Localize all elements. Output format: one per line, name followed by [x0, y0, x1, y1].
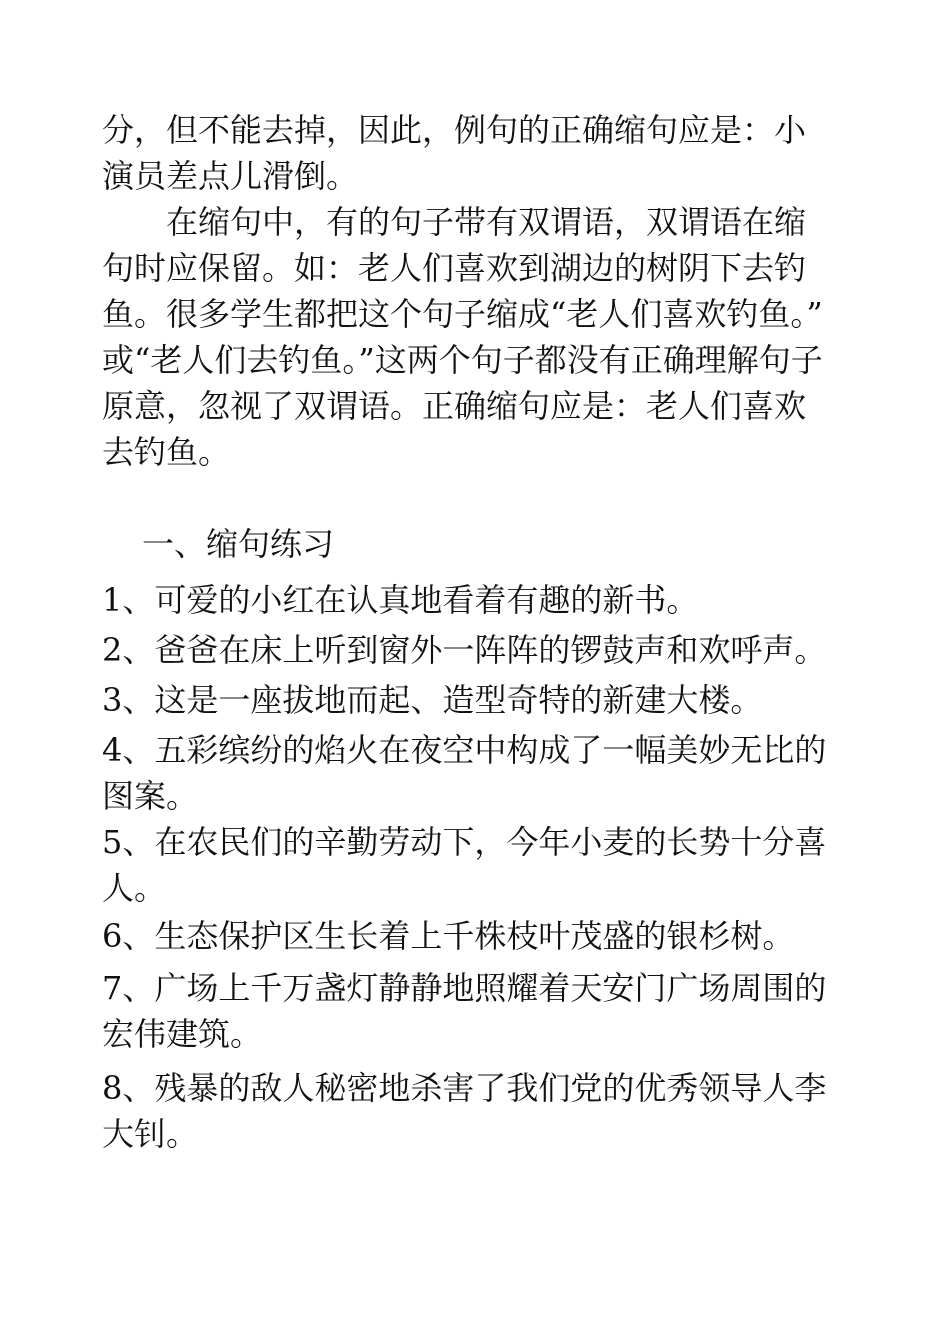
exercise-item-7-continuation: 宏伟建筑。 [102, 1015, 263, 1053]
section-heading: 一、缩句练习 [142, 525, 335, 563]
paragraph-line: 句时应保留。如：老人们喜欢到湖边的树阴下去钓 [102, 249, 807, 287]
exercise-item-8: 8、残暴的敌人秘密地杀害了我们党的优秀领导人李 [102, 1069, 827, 1107]
exercise-item-4: 4、五彩缤纷的焰火在夜空中构成了一幅美妙无比的 [102, 731, 827, 769]
exercise-item-7: 7、广场上千万盏灯静静地照耀着天安门广场周围的 [102, 969, 827, 1007]
paragraph-line: 原意，忽视了双谓语。正确缩句应是：老人们喜欢 [102, 387, 807, 425]
paragraph-line: 去钓鱼。 [102, 433, 231, 471]
exercise-item-6: 6、生态保护区生长着上千株枝叶茂盛的银杉树。 [102, 917, 795, 955]
exercise-item-4-continuation: 图案。 [102, 777, 199, 815]
exercise-item-5-continuation: 人。 [102, 869, 167, 907]
paragraph-line: 分，但不能去掉，因此，例句的正确缩句应是：小 [102, 111, 807, 149]
paragraph-line: 或“老人们去钓鱼。”这两个句子都没有正确理解句子 [102, 341, 823, 379]
paragraph-line: 鱼。很多学生都把这个句子缩成“老人们喜欢钓鱼。” [102, 295, 823, 333]
paragraph-line: 在缩句中，有的句子带有双谓语，双谓语在缩 [102, 203, 807, 241]
exercise-item-8-continuation: 大钊。 [102, 1115, 199, 1153]
exercise-item-2: 2、爸爸在床上听到窗外一阵阵的锣鼓声和欢呼声。 [102, 631, 827, 669]
paragraph-line: 演员差点儿滑倒。 [102, 157, 359, 195]
exercise-item-3: 3、这是一座拔地而起、造型奇特的新建大楼。 [102, 681, 763, 719]
exercise-item-5: 5、在农民们的辛勤劳动下，今年小麦的长势十分喜 [102, 823, 827, 861]
exercise-item-1: 1、可爱的小红在认真地看着有趣的新书。 [102, 581, 699, 619]
